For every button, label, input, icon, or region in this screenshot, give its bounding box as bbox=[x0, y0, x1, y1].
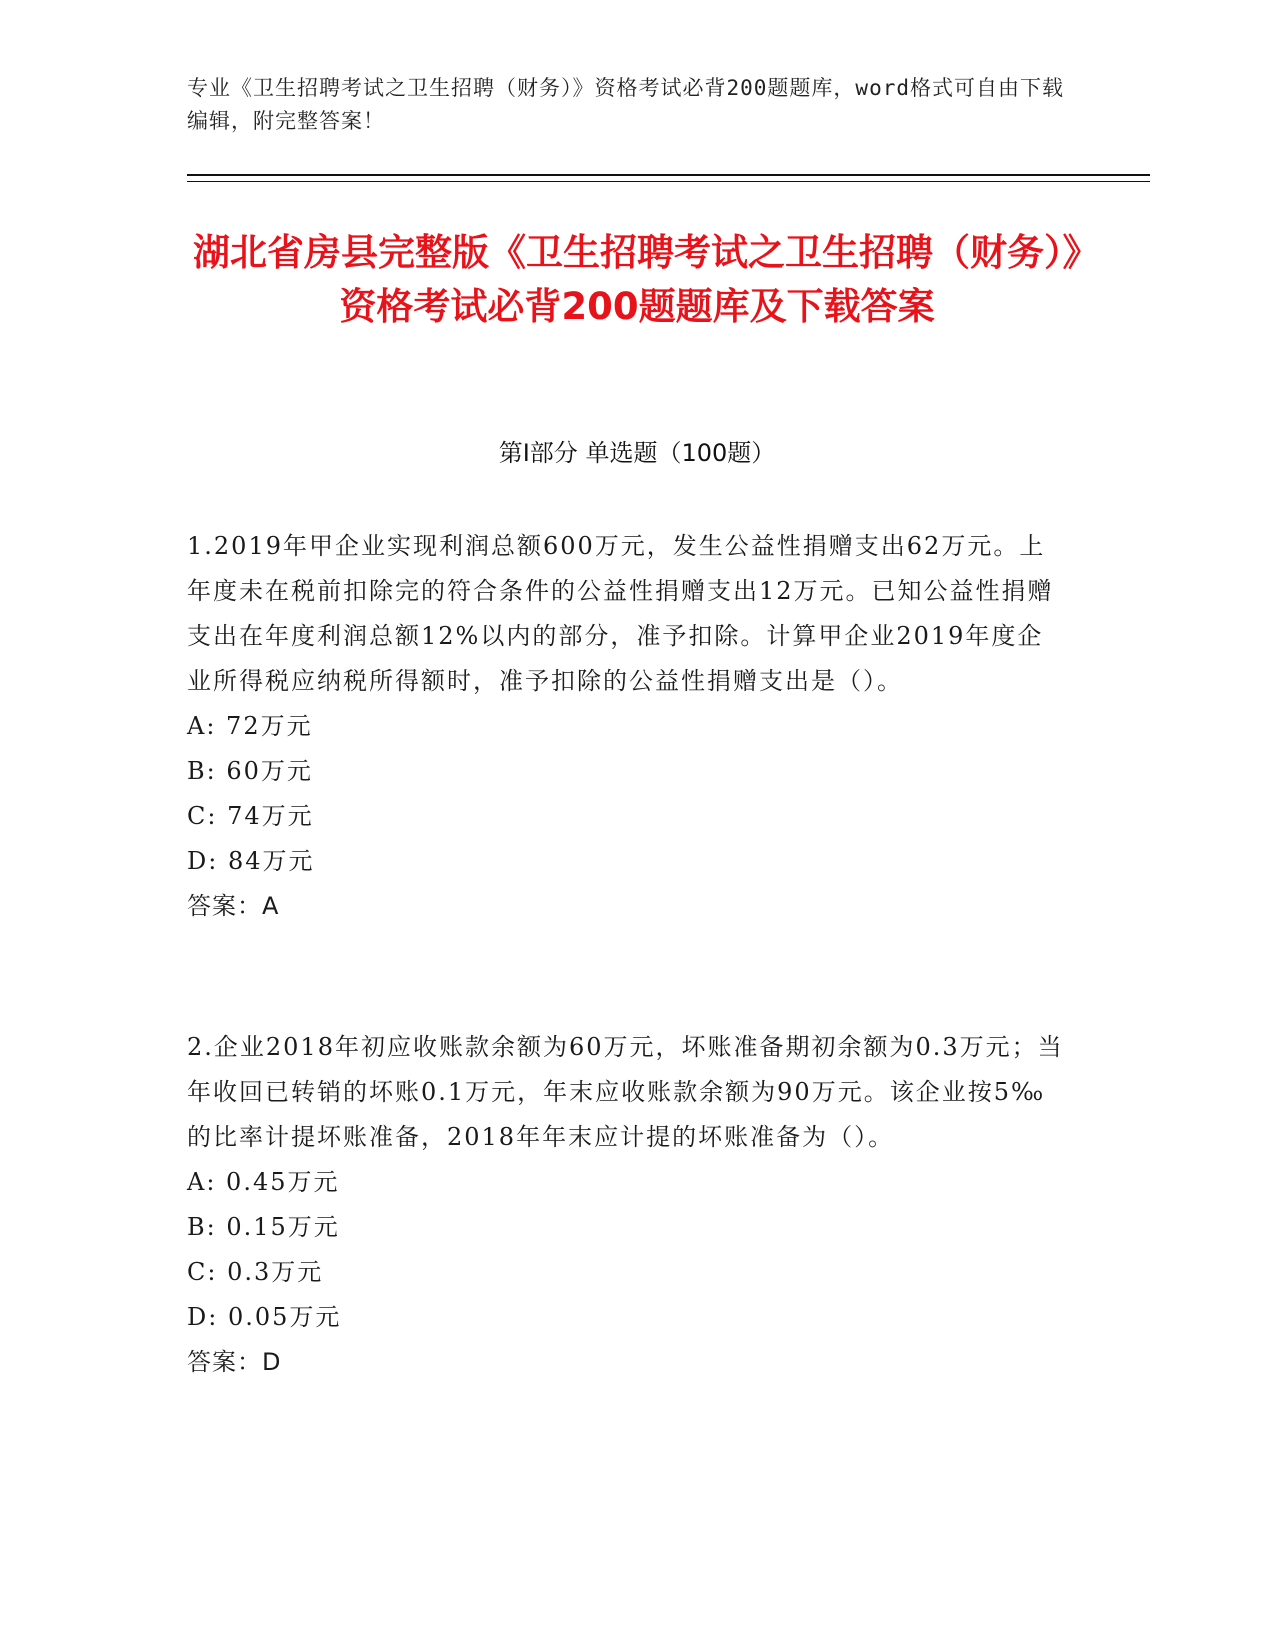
option-b: B: 0.15万元 bbox=[187, 1213, 340, 1241]
question-stem: 1.2019年甲企业实现利润总额600万元，发生公益性捐赠支出62万元。上年度未在税前扣除完的符合条件的公益性捐赠支出12万元。已知公益性捐赠支出在年度利润总额12%以内的部分，准予扣除。计算甲企业2019年度企业所得税应纳税所得额时，准予扣除的公益性捐赠支出是（）。 bbox=[187, 532, 1054, 695]
header-note: 专业《卫生招聘考试之卫生招聘（财务）》资格考试必背200题题库，word格式可自由下载编辑，附完整答案！ bbox=[187, 76, 1064, 133]
header-divider-thin bbox=[187, 181, 1150, 182]
answer: 答案：D bbox=[187, 1348, 282, 1376]
option-a: A: 0.45万元 bbox=[187, 1168, 340, 1196]
option-d: D: 0.05万元 bbox=[187, 1303, 342, 1331]
option-a: A: 72万元 bbox=[187, 712, 313, 740]
question-1 bbox=[187, 524, 1067, 929]
question-stem: 2.企业2018年初应收账款余额为60万元，坏账准备期初余额为0.3万元；当年收回已转销的坏账0.1万元，年末应收账款余额为90万元。该企业按5‰的比率计提坏账准备，2018年年末应计提的坏账准备为（）。 bbox=[187, 1033, 1064, 1151]
header-divider-thick bbox=[187, 174, 1150, 176]
option-b: B: 60万元 bbox=[187, 757, 313, 785]
option-c: C: 0.3万元 bbox=[187, 1258, 324, 1286]
option-c: C: 74万元 bbox=[187, 802, 314, 830]
document-title: 湖北省房县完整版《卫生招聘考试之卫生招聘（财务）》资格考试必背200题题库及下载答案 bbox=[193, 231, 1081, 328]
question-2 bbox=[187, 1025, 1067, 1385]
section-title: 第I部分 单选题（100题） bbox=[498, 439, 776, 467]
option-d: D: 84万元 bbox=[187, 847, 315, 875]
answer: 答案：A bbox=[187, 892, 280, 920]
